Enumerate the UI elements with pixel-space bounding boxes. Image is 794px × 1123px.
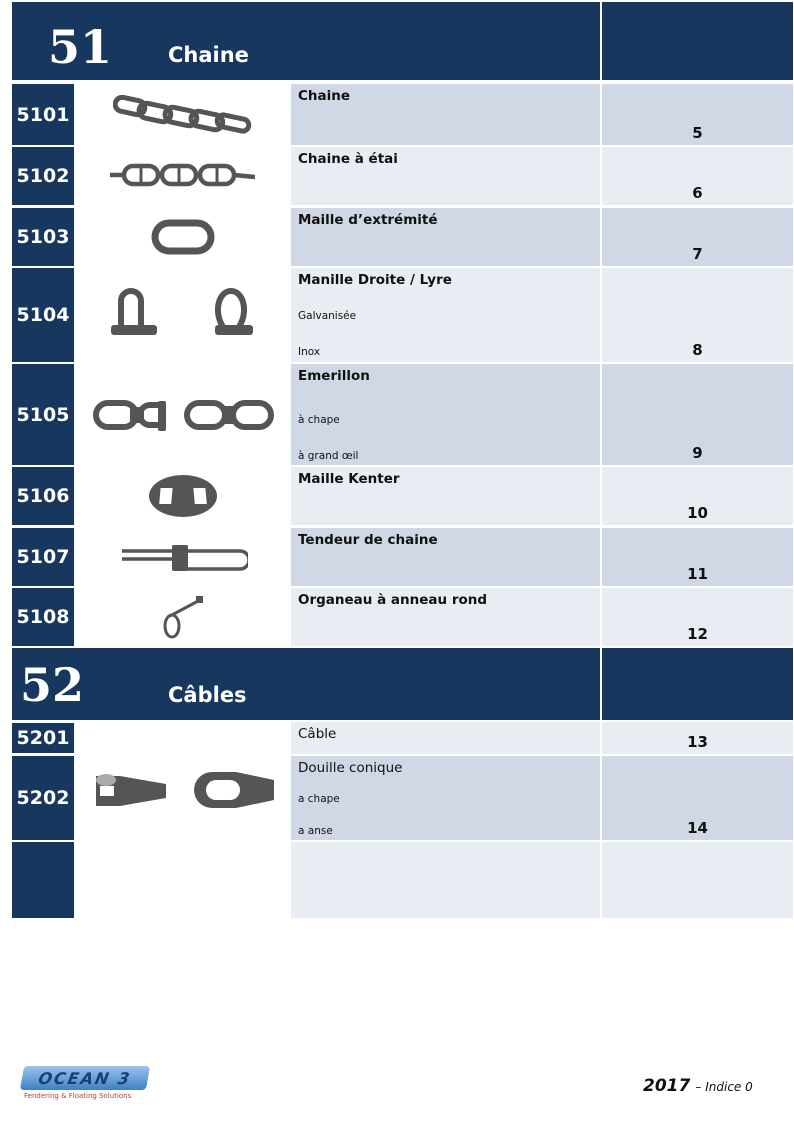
item-page: 13 bbox=[602, 722, 793, 754]
item-title: Chaine bbox=[298, 88, 351, 104]
item-image bbox=[75, 740, 290, 840]
empty-description-cell bbox=[291, 842, 600, 918]
item-image bbox=[75, 528, 290, 586]
chain-icon bbox=[113, 95, 253, 135]
item-code: 5201 bbox=[12, 723, 74, 753]
item-description bbox=[291, 528, 600, 586]
item-image bbox=[75, 467, 290, 525]
item-option: à chape bbox=[298, 414, 340, 426]
section-52-header-page-cell bbox=[602, 648, 793, 720]
item-title: Organeau à anneau rond bbox=[298, 592, 488, 608]
item-page: 7 bbox=[602, 208, 793, 266]
stud-link-chain-icon bbox=[110, 163, 255, 189]
straight-shackle-icon bbox=[109, 287, 161, 343]
item-title: Câble bbox=[298, 726, 337, 742]
item-description bbox=[291, 467, 600, 525]
item-image bbox=[75, 364, 290, 465]
item-option: a anse bbox=[298, 825, 333, 837]
item-option: a chape bbox=[298, 793, 340, 805]
item-description bbox=[291, 364, 600, 465]
chain-tensioner-icon bbox=[118, 541, 248, 573]
item-image bbox=[75, 147, 290, 205]
section-title: Câbles bbox=[168, 683, 247, 707]
item-option: Inox bbox=[298, 346, 321, 358]
section-number: 51 bbox=[48, 20, 113, 74]
item-title: Maille d’extrémité bbox=[298, 212, 438, 228]
item-description bbox=[291, 588, 600, 646]
kenter-link-icon bbox=[146, 472, 220, 520]
item-code: 5105 bbox=[12, 364, 74, 465]
item-title: Tendeur de chaine bbox=[298, 532, 438, 548]
item-page: 10 bbox=[602, 467, 793, 525]
item-page: 9 bbox=[602, 364, 793, 465]
logo-tagline: Fendering & Floating Solutions bbox=[24, 1092, 132, 1100]
item-description bbox=[291, 147, 600, 205]
section-51-header-page-cell bbox=[602, 2, 793, 80]
empty-page-cell bbox=[602, 842, 793, 918]
section-title: Chaine bbox=[168, 43, 249, 67]
logo-text: OCEAN 3 bbox=[36, 1068, 134, 1088]
item-option: Galvanisée bbox=[298, 310, 357, 322]
eye-socket-icon bbox=[192, 768, 276, 812]
item-description bbox=[291, 722, 600, 754]
item-image bbox=[75, 208, 290, 266]
jaw-socket-icon bbox=[90, 768, 170, 812]
item-page: 8 bbox=[602, 268, 793, 362]
item-image bbox=[75, 84, 290, 145]
item-title: Chaine à étai bbox=[298, 151, 398, 167]
section-number: 52 bbox=[20, 658, 85, 712]
item-page: 14 bbox=[602, 756, 793, 840]
document-year: 2017 bbox=[643, 1076, 691, 1096]
item-description bbox=[291, 84, 600, 145]
jaw-swivel-icon bbox=[92, 395, 180, 435]
item-code: 5101 bbox=[12, 84, 74, 145]
item-code: 5102 bbox=[12, 147, 74, 205]
item-title: Manille Droite / Lyre bbox=[298, 272, 452, 288]
item-description bbox=[291, 208, 600, 266]
end-link-icon bbox=[151, 219, 215, 255]
item-code: 5202 bbox=[12, 756, 74, 840]
item-title: Maille Kenter bbox=[298, 471, 400, 487]
logo-badge bbox=[20, 1066, 150, 1090]
section-52-header bbox=[12, 648, 600, 720]
mooring-ring-icon bbox=[160, 594, 206, 640]
item-code: 5104 bbox=[12, 268, 74, 362]
eye-swivel-icon bbox=[184, 397, 274, 433]
section-51-header bbox=[12, 2, 600, 80]
item-image bbox=[75, 588, 290, 646]
item-code: 5103 bbox=[12, 208, 74, 266]
item-title: Emerillon bbox=[298, 368, 370, 384]
item-description bbox=[291, 756, 600, 840]
item-image bbox=[75, 268, 290, 362]
document-indice: – Indice 0 bbox=[695, 1080, 753, 1094]
item-description bbox=[291, 268, 600, 362]
item-code: 5108 bbox=[12, 588, 74, 646]
item-title: Douille conique bbox=[298, 760, 403, 776]
item-page: 5 bbox=[602, 84, 793, 145]
bow-shackle-icon bbox=[211, 287, 257, 343]
company-logo bbox=[22, 1066, 152, 1104]
item-page: 11 bbox=[602, 528, 793, 586]
item-code: 5106 bbox=[12, 467, 74, 525]
item-page: 12 bbox=[602, 588, 793, 646]
item-option: à grand œil bbox=[298, 450, 359, 462]
item-code: 5107 bbox=[12, 528, 74, 586]
item-page: 6 bbox=[602, 147, 793, 205]
empty-code-cell bbox=[12, 842, 74, 918]
document-version bbox=[643, 1076, 753, 1096]
